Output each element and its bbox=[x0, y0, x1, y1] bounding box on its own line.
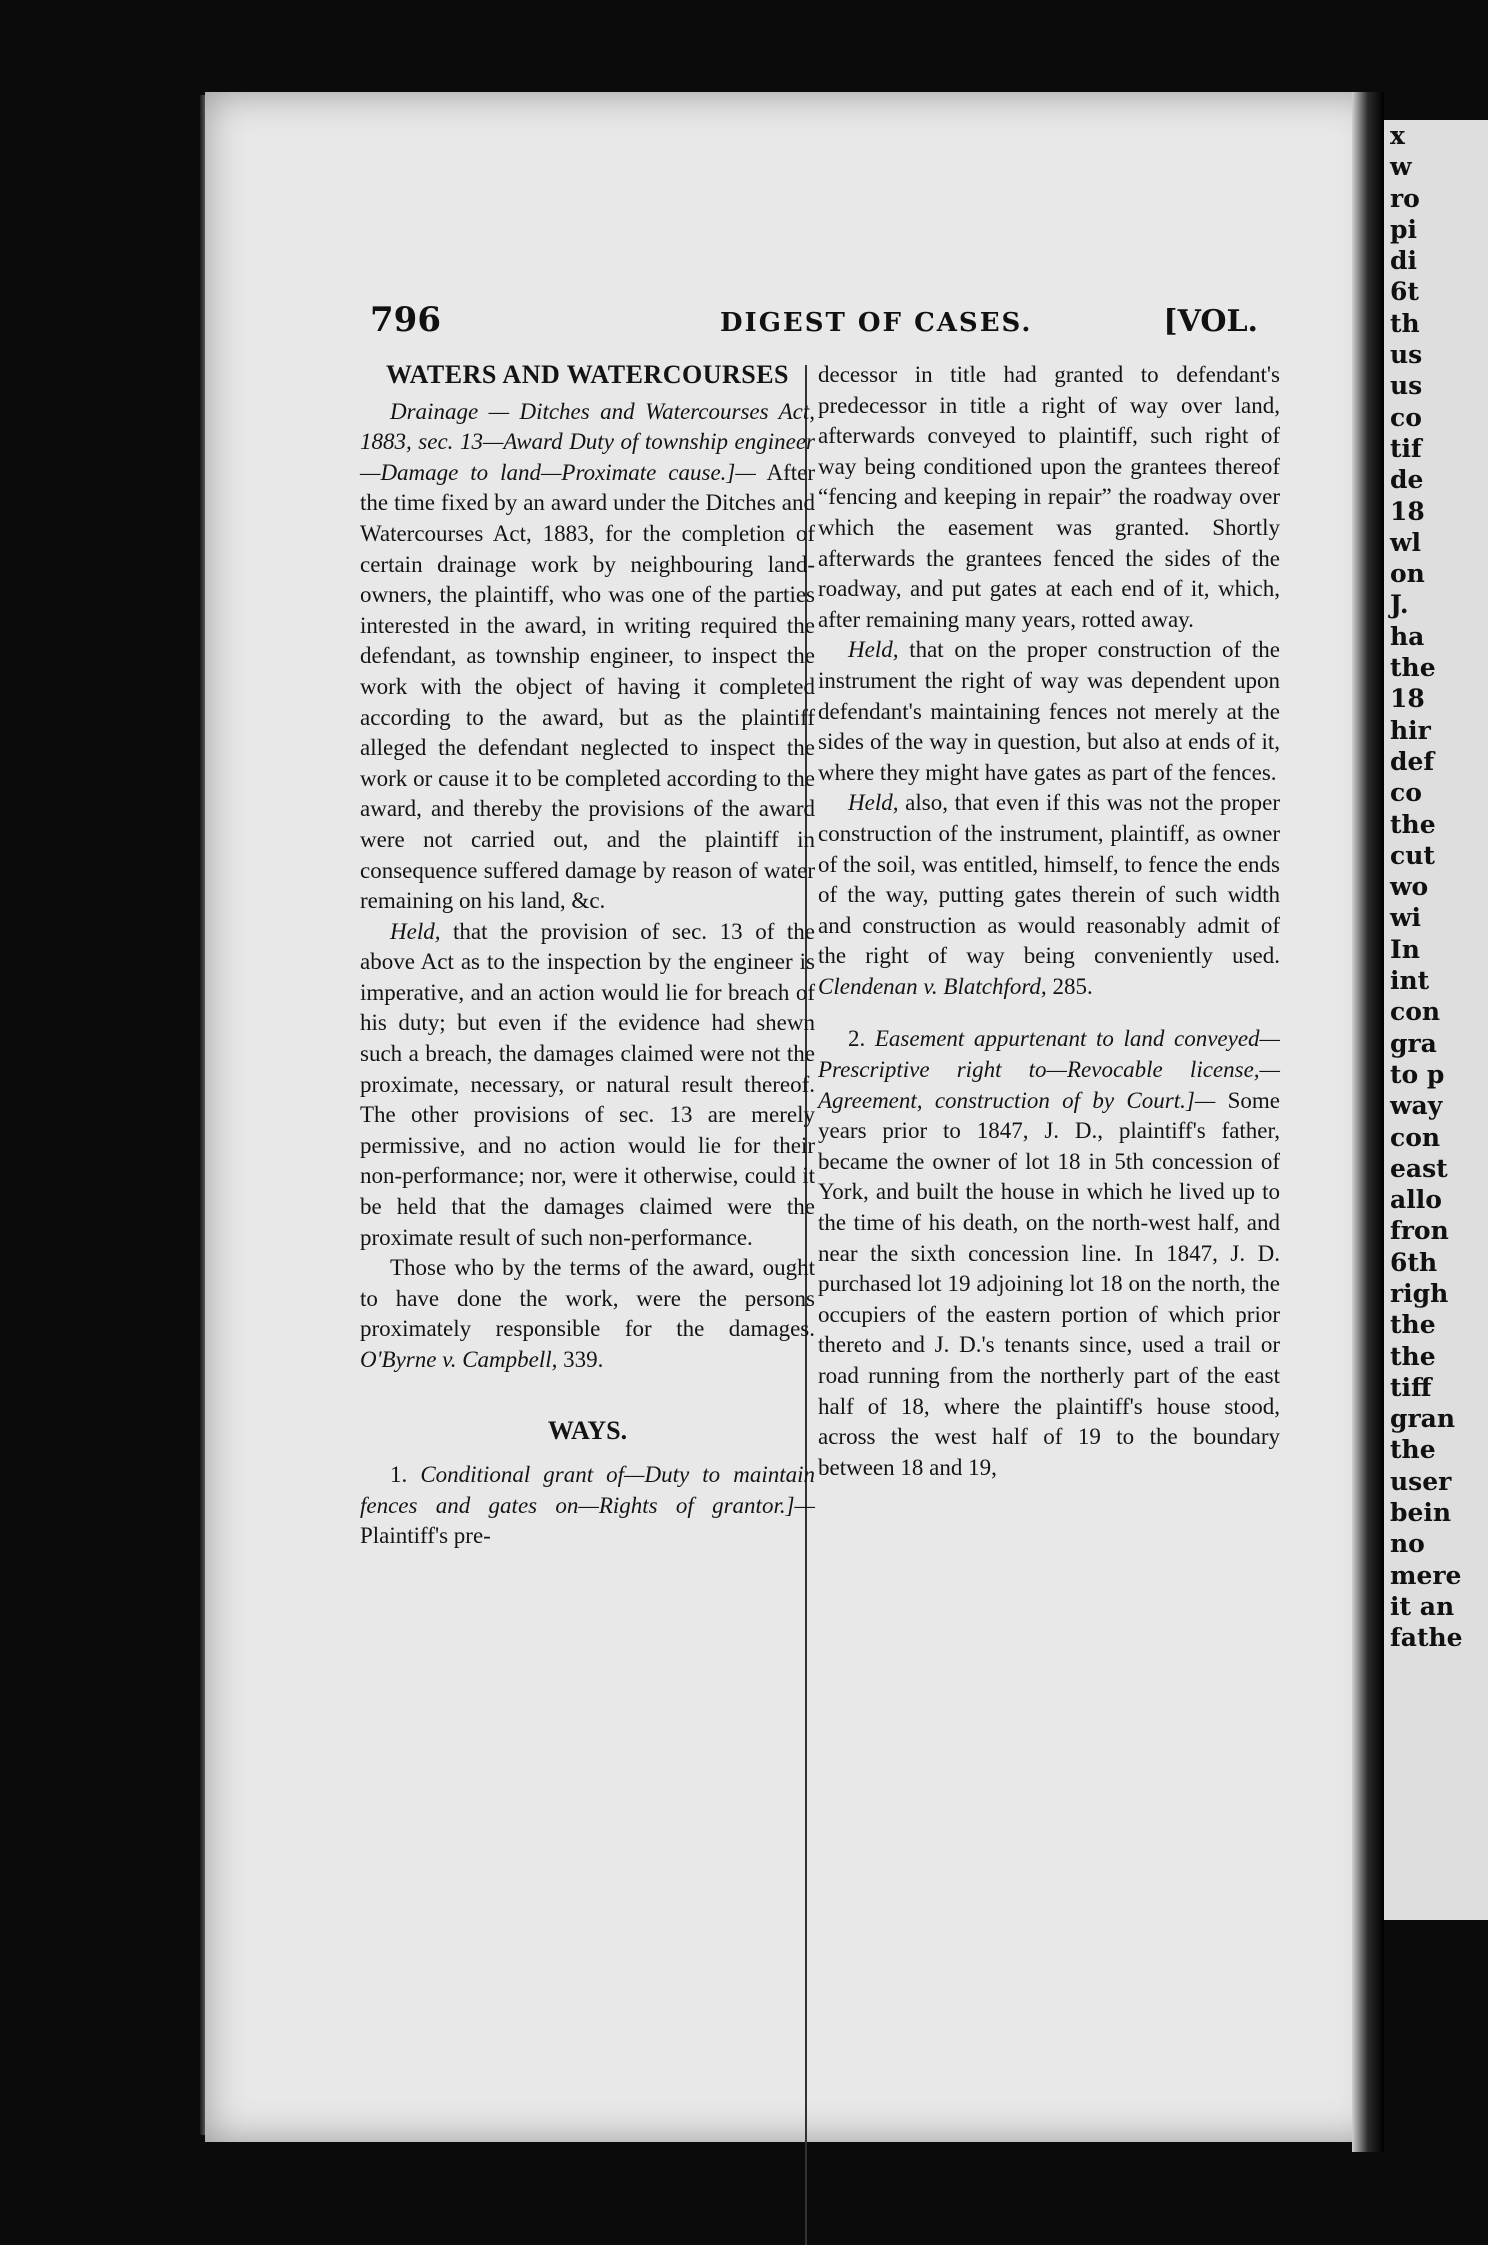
next-page-line: hir bbox=[1390, 715, 1431, 745]
next-page-line: it an bbox=[1390, 1591, 1455, 1621]
volume-mark: [VOL. bbox=[1163, 304, 1258, 339]
case-text: Plaintiff's pre- bbox=[360, 1523, 491, 1549]
next-page-line: x bbox=[1390, 121, 1405, 150]
next-page-line: wo bbox=[1390, 872, 1429, 902]
next-page-line: de bbox=[1390, 465, 1424, 495]
next-page-line: to p bbox=[1390, 1059, 1445, 1089]
section-heading: WATERS AND WATERCOURSES bbox=[385, 360, 790, 389]
next-page-line: the bbox=[1390, 1341, 1436, 1371]
case-paragraph bbox=[360, 1460, 815, 1552]
held-label: Held, bbox=[390, 918, 441, 944]
next-page-line: co bbox=[1390, 402, 1422, 432]
next-page-line: the bbox=[1390, 1310, 1436, 1340]
next-page-line: con bbox=[1390, 997, 1441, 1027]
next-page-line: co bbox=[1390, 778, 1422, 808]
next-page-line: no bbox=[1390, 1529, 1425, 1559]
next-page-line: tif bbox=[1390, 433, 1422, 463]
holding-paragraph bbox=[818, 635, 1280, 788]
next-page-line: int bbox=[1390, 966, 1430, 996]
next-page-line: fron bbox=[1390, 1216, 1449, 1246]
next-page-line: th bbox=[1390, 308, 1420, 338]
next-page-line: ro bbox=[1390, 183, 1420, 213]
next-page-line: righ bbox=[1390, 1278, 1449, 1308]
next-page-line: w bbox=[1390, 152, 1412, 182]
held-label: Held, bbox=[848, 790, 899, 816]
next-page-line: fathe bbox=[1390, 1623, 1463, 1653]
page-number: 796 bbox=[370, 300, 441, 340]
next-page-line: the bbox=[1390, 1435, 1436, 1465]
case-paragraph bbox=[818, 1024, 1280, 1483]
case-headnote: Conditional grant of—Duty to maintain fences and gates on—Rights of grantor.]— bbox=[360, 1462, 815, 1518]
holding-paragraph bbox=[818, 788, 1280, 1002]
next-page-line: con bbox=[1390, 1122, 1441, 1152]
next-page-line: 18 bbox=[1390, 496, 1425, 526]
case-number: 1. bbox=[390, 1462, 408, 1488]
citation-page: 339. bbox=[563, 1347, 604, 1372]
next-page-line: di bbox=[1390, 246, 1417, 276]
case-number: 2. bbox=[848, 1026, 866, 1052]
case-headnote: Drainage — Ditches and Watercourses Act, 1883, sec. 13—Award Duty of township engineer—Damage to land—Proximate cause.]— bbox=[360, 398, 815, 485]
next-page-line: on bbox=[1390, 559, 1425, 589]
case-headnote: Easement appurtenant to land conveyed—Prescriptive right to—Revocable license,—Agreement, construction of by Court.]— bbox=[818, 1026, 1280, 1113]
next-page-line: gra bbox=[1390, 1028, 1437, 1058]
next-page-line: pi bbox=[1390, 214, 1417, 244]
next-page-line: gran bbox=[1390, 1404, 1456, 1434]
case-paragraph bbox=[818, 360, 1280, 635]
next-page-line: us bbox=[1390, 371, 1423, 401]
case-text: decessor in title had granted to defendant's predecessor in title a right of way over land, afterwards conveyed to plaintiff, such right of way being conditioned upon the grantees thereof “fencing and keeping in repair” the roadway over which the easement was granted. Shortly afterwards the grantees fenced the sides of the roadway, and put gates at each end of it, which, after remaining many years, rotted away. bbox=[818, 362, 1280, 632]
next-page-line: the bbox=[1390, 653, 1436, 683]
next-page-line: 18 bbox=[1390, 684, 1425, 714]
holding-paragraph bbox=[360, 1253, 815, 1375]
next-page-line: mere bbox=[1390, 1560, 1462, 1590]
case-citation: O'Byrne v. Campbell, bbox=[360, 1347, 558, 1372]
holding-paragraph bbox=[360, 917, 815, 1254]
holding-text: that the provision of sec. 13 of the above Act as to the inspection by the engineer is imperative, and an action would lie for breach of his duty; but even if the evidence had shewn such a breach, the damages claimed were not the proximate, necessary, or natural result thereof. The other provisions of sec. 13 are merely permissive, and no action would lie for their non-performance; nor, were it otherwise, could it be held that the damages claimed were the proximate result of such non-performance. bbox=[360, 918, 816, 1250]
page-header bbox=[370, 300, 1288, 340]
left-column bbox=[360, 360, 815, 1552]
book-gutter bbox=[1352, 92, 1384, 2152]
next-page-line: bein bbox=[1390, 1498, 1452, 1528]
next-page-line: J. bbox=[1390, 590, 1409, 620]
next-page-line: tiff bbox=[1390, 1372, 1432, 1402]
next-page-line: ha bbox=[1390, 621, 1425, 651]
citation-page: 285. bbox=[1052, 973, 1093, 999]
next-page-line: way bbox=[1390, 1091, 1443, 1121]
next-page-line: the bbox=[1390, 809, 1436, 839]
next-page-line: 6t bbox=[1390, 277, 1419, 307]
held-label: Held, bbox=[848, 637, 899, 663]
next-page-line: In bbox=[1390, 934, 1420, 964]
next-page-line: wi bbox=[1390, 903, 1422, 933]
next-page-line: wl bbox=[1390, 527, 1422, 557]
next-page-line: us bbox=[1390, 340, 1423, 370]
next-page-line: 6th bbox=[1390, 1247, 1438, 1277]
holding-text: that on the proper construction of the instrument the right of way was dependent upon defendant's maintaining fences not merely at the sides of the way in question, but also at ends of it, where they might have gates as part of the fences. bbox=[818, 637, 1281, 785]
next-page-line: east bbox=[1390, 1153, 1448, 1183]
next-page-line: cut bbox=[1390, 840, 1435, 870]
case-paragraph bbox=[360, 397, 815, 917]
next-page-line: user bbox=[1390, 1466, 1452, 1496]
running-title: DIGEST OF CASES. bbox=[720, 308, 1033, 338]
next-page-fragment bbox=[1384, 120, 1488, 1920]
next-page-line: def bbox=[1390, 746, 1435, 776]
holding-text: Those who by the terms of the award, ought to have done the work, were the persons proximately responsible for the damages. bbox=[360, 1255, 815, 1342]
next-page-line: allo bbox=[1390, 1185, 1442, 1215]
case-text: After the time fixed by an award under the Ditches and Watercourses Act, 1883, for the completion of certain drainage work by neighbouring land-owners, the plaintiff, who was one of the parties interested in the award, in writing required the defendant, as township engineer, to inspect the work with the object of having it completed according to the award, but as the plaintiff alleged the defendant neglected to inspect the work or cause it to be completed according to the award, and thereby the provisions of the award were not carried out, and the plaintiff in consequence suffered damage by reason of water remaining on his land, &c. bbox=[360, 459, 816, 914]
holding-text: also, that even if this was not the proper construction of the instrument, plaintiff, as owner of the soil, was entitled, himself, to fence the ends of the way, putting gates therein of such width and construction as would reasonably admit of the right of way being conveniently used. bbox=[818, 790, 1280, 969]
case-text: Some years prior to 1847, J. D., plaintiff's father, became the owner of lot 18 in 5th concession of York, and built the house in which he lived up to the time of his death, on the north-west half, and near the sixth concession line. In 1847, J. D. purchased lot 19 adjoining lot 18 on the north, the occupiers of the eastern portion of which prior thereto and J. D.'s tenants since, used a trail or road running from the northerly part of the east half of 18, where the plaintiff's house stood, across the west half of 19 to the boundary between 18 and 19, bbox=[818, 1087, 1281, 1480]
case-citation: Clendenan v. Blatchford, bbox=[818, 973, 1047, 999]
right-column bbox=[818, 360, 1280, 1483]
section-heading: WAYS. bbox=[547, 1415, 628, 1445]
